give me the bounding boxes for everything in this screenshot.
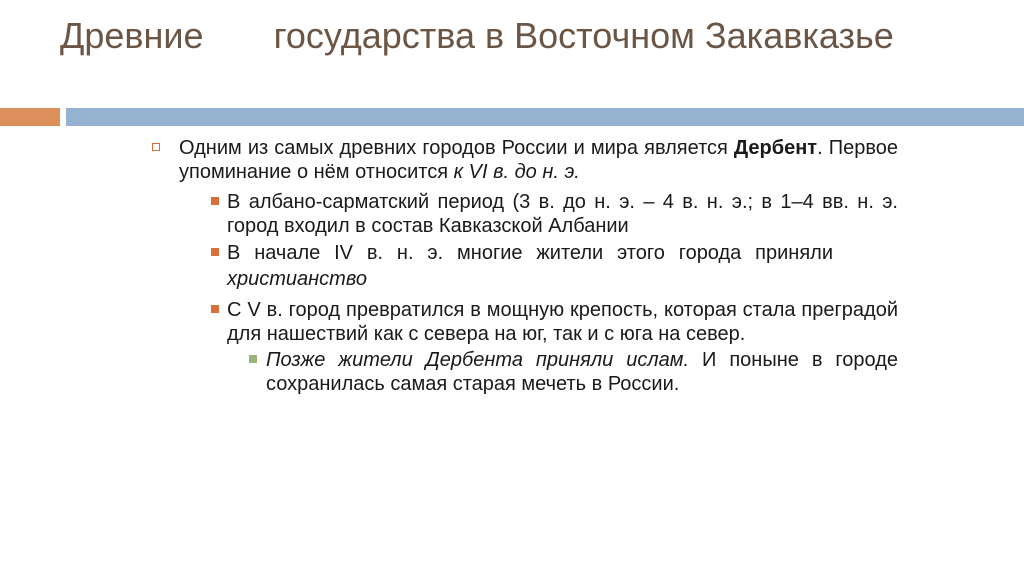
bullet-item-derbent-intro xyxy=(152,136,898,184)
accent-bar-blue xyxy=(66,108,1024,126)
christianity-text: В начале IV в. н. э. многие жители этого города приняли xyxy=(227,242,833,264)
mosque-text: И поныне в городе сохранилась самая старая мечеть в России. xyxy=(266,349,898,395)
bullet-item-albanian-period xyxy=(152,190,898,238)
fortress-text: С V в. город превратился в мощную крепость, которая стала преградой для нашествий как с севера на юг, так и с юга на север. xyxy=(227,299,898,345)
bullet-item-christianity xyxy=(152,240,833,292)
slide-content xyxy=(152,136,898,396)
bullet-item-fortress xyxy=(152,298,898,346)
city-name: Дербент xyxy=(733,137,818,159)
slide-title: Древние государства в Восточном Закавказье xyxy=(60,15,894,56)
intro-text-c: . Первое упоминание о нём относится xyxy=(179,137,898,183)
hollow-square-bullet-icon xyxy=(152,143,160,151)
bullet-item-islam xyxy=(152,348,898,396)
islam-text: Позже жители Дербента приняли ислам. xyxy=(266,349,690,371)
orange-square-bullet-icon xyxy=(211,305,219,313)
intro-date: к VI в. до н. э. xyxy=(453,161,580,183)
green-square-bullet-icon xyxy=(249,355,257,363)
christianity-word: христианство xyxy=(227,268,367,290)
orange-square-bullet-icon xyxy=(211,248,219,256)
orange-square-bullet-icon xyxy=(211,197,219,205)
albanian-period-text: В албано-сарматский период (3 в. до н. э. – 4 в. н. э.; в 1–4 вв. н. э. город входил в состав Кавказской Албании xyxy=(227,191,898,237)
accent-bar-orange xyxy=(0,108,60,126)
intro-text-a: Одним из самых древних городов России и мира является xyxy=(179,137,734,159)
